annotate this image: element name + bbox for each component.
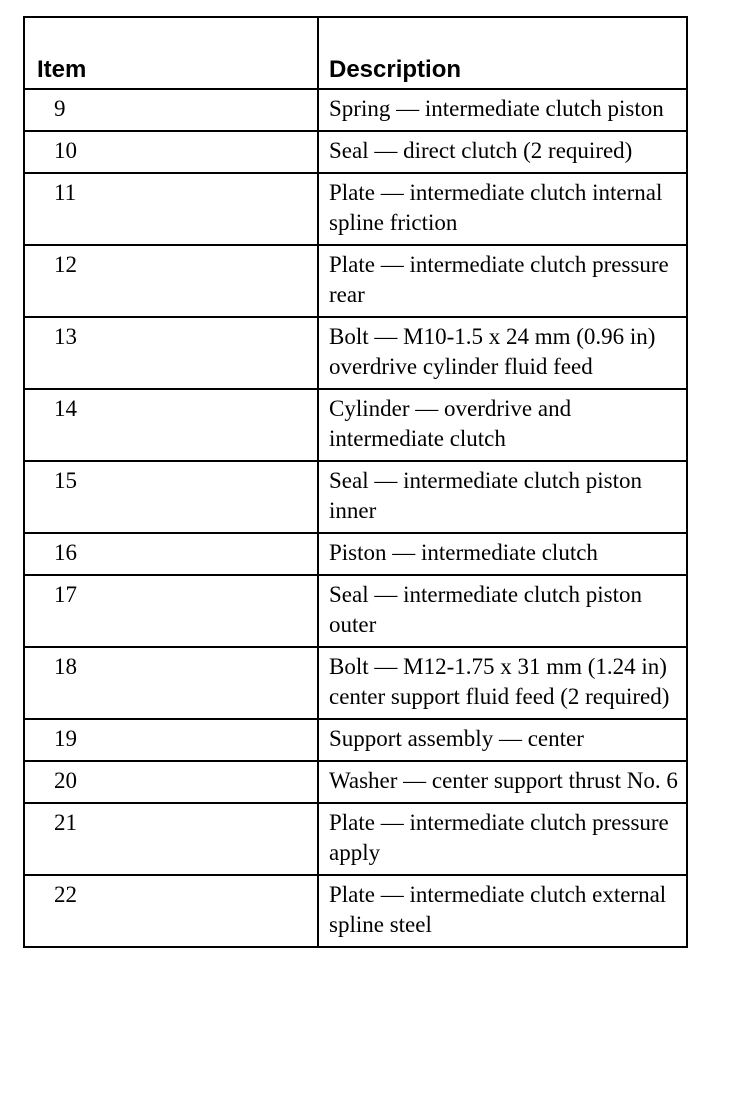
table-row	[24, 761, 687, 803]
table-row	[24, 719, 687, 761]
column-header-item: Item	[24, 17, 318, 89]
item-description: Piston — intermediate clutch	[318, 533, 687, 575]
item-number: 21	[24, 803, 318, 875]
table-row	[24, 389, 687, 461]
item-description: Seal — intermediate clutch piston outer	[318, 575, 687, 647]
item-description: Bolt — M10-1.5 x 24 mm (0.96 in) overdrive cylinder fluid feed	[318, 317, 687, 389]
table-row	[24, 875, 687, 947]
item-description: Cylinder — overdrive and intermediate clutch	[318, 389, 687, 461]
table-row	[24, 575, 687, 647]
item-number: 13	[24, 317, 318, 389]
table-row	[24, 533, 687, 575]
table-row	[24, 89, 687, 131]
item-number: 19	[24, 719, 318, 761]
item-number: 14	[24, 389, 318, 461]
table-row	[24, 131, 687, 173]
item-description: Plate — intermediate clutch pressure rear	[318, 245, 687, 317]
item-number: 16	[24, 533, 318, 575]
table-body	[24, 89, 687, 947]
item-description: Plate — intermediate clutch internal spline friction	[318, 173, 687, 245]
column-header-description: Description	[318, 17, 687, 89]
item-description: Support assembly — center	[318, 719, 687, 761]
item-number: 18	[24, 647, 318, 719]
table-row	[24, 803, 687, 875]
item-description: Plate — intermediate clutch pressure apply	[318, 803, 687, 875]
item-description: Washer — center support thrust No. 6	[318, 761, 687, 803]
table-row	[24, 647, 687, 719]
table-row	[24, 245, 687, 317]
table-row	[24, 173, 687, 245]
parts-table	[23, 16, 688, 948]
item-description: Spring — intermediate clutch piston	[318, 89, 687, 131]
item-number: 11	[24, 173, 318, 245]
item-number: 17	[24, 575, 318, 647]
item-number: 10	[24, 131, 318, 173]
item-description: Plate — intermediate clutch external spline steel	[318, 875, 687, 947]
item-description: Bolt — M12-1.75 x 31 mm (1.24 in) center support fluid feed (2 required)	[318, 647, 687, 719]
item-description: Seal — direct clutch (2 required)	[318, 131, 687, 173]
header-row	[24, 17, 687, 89]
item-number: 12	[24, 245, 318, 317]
table-row	[24, 461, 687, 533]
item-number: 15	[24, 461, 318, 533]
item-number: 9	[24, 89, 318, 131]
item-number: 22	[24, 875, 318, 947]
item-description: Seal — intermediate clutch piston inner	[318, 461, 687, 533]
table-row	[24, 317, 687, 389]
item-number: 20	[24, 761, 318, 803]
